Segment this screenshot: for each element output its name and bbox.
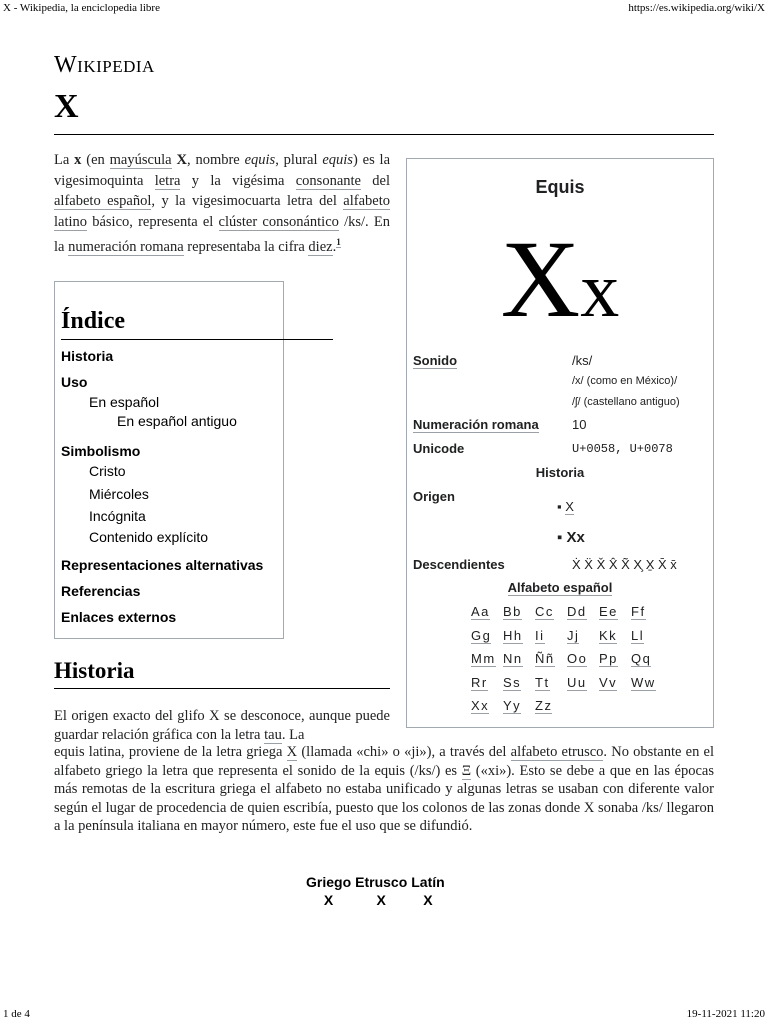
- toc-item-en-espanol[interactable]: En español: [89, 394, 160, 410]
- alfabeto-row: [471, 628, 663, 652]
- infobox-glyph: Xx: [500, 218, 620, 340]
- letters-comparison-table: [304, 873, 447, 909]
- toc-item-historia[interactable]: Historia: [61, 348, 114, 364]
- link-consonante[interactable]: consonante: [295, 172, 361, 189]
- print-url[interactable]: https://es.wikipedia.org/wiki/X: [628, 2, 765, 14]
- toc-item-simbolismo[interactable]: Simbolismo: [61, 443, 141, 459]
- letter-link[interactable]: Oo: [567, 651, 588, 666]
- link-mayuscula[interactable]: mayúscula: [109, 152, 172, 168]
- letter-link[interactable]: Pp: [599, 651, 618, 666]
- letter-link[interactable]: Aa: [471, 604, 490, 619]
- letter-link[interactable]: Yy: [503, 698, 522, 713]
- infobox-title: Equis: [535, 177, 585, 197]
- table-cell-griego: X: [323, 892, 334, 908]
- letter-link[interactable]: Qq: [631, 651, 652, 666]
- letter-link[interactable]: Xx: [471, 698, 490, 713]
- letter-link[interactable]: Nn: [503, 651, 523, 666]
- letter-link[interactable]: Cc: [535, 604, 554, 619]
- numeracion-label: Numeración romana: [413, 417, 539, 432]
- descendientes-label: Descendientes: [413, 557, 505, 572]
- toc-item-uso[interactable]: Uso: [61, 374, 88, 390]
- wikipedia-logo[interactable]: Wikipedia: [54, 52, 155, 78]
- print-page-title: X - Wikipedia, la enciclopedia libre: [3, 2, 160, 14]
- toc-title: Índice: [61, 308, 126, 334]
- link-diez[interactable]: diez: [308, 238, 333, 255]
- toc-item-cristo[interactable]: Cristo: [89, 463, 126, 479]
- descendientes-value[interactable]: Ẋ Ẍ X̌ X̂ X̃ X̧ X̱ X̄ x̄: [572, 557, 677, 572]
- sonido-value-1[interactable]: /ks/: [572, 353, 593, 368]
- letter-link[interactable]: Zz: [535, 698, 553, 713]
- toc-item-representaciones[interactable]: Representaciones alternativas: [61, 557, 264, 573]
- historia-paragraph-2: equis latina, proviene de la letra griega Χ (llamada «chi» o «ji»), a través del alfabeto etrusco. No obstante en el alfabeto griego la letra que representa el sonido de la equis (/ks/) es Ξ («xi»). Esto se debe a que en las épocas más remotas de la escritura griega el alfabeto no estaba unificado y algunas letras se usaban con diferente valor según el lugar de procedencia de quien escribía, puesto que los colonos de las zonas donde X sonaba /ks/ llegaron a la península italiana en mayor número, este fue el uso que se difundió.: [54, 744, 715, 834]
- origen-value-2: ▪ Xx: [557, 529, 585, 546]
- letter-link[interactable]: Bb: [503, 604, 522, 619]
- link-letra[interactable]: letra: [154, 172, 181, 189]
- table-cell-latin: X: [423, 892, 433, 908]
- title-divider: [54, 134, 714, 135]
- toc-item-en-espanol-antiguo[interactable]: En español antiguo: [117, 413, 237, 429]
- link-tau[interactable]: tau: [264, 726, 282, 743]
- toc-item-enlaces-externos[interactable]: Enlaces externos: [61, 609, 177, 625]
- infobox: [406, 158, 714, 728]
- letter-link[interactable]: Vv: [599, 674, 618, 690]
- letter-link[interactable]: Tt: [535, 674, 550, 690]
- section-divider: [54, 688, 390, 689]
- letter-link[interactable]: Ss: [503, 674, 522, 690]
- sonido-label: Sonido: [413, 353, 458, 368]
- letter-link[interactable]: Mm: [471, 651, 496, 666]
- toc-item-contenido-explicito[interactable]: Contenido explícito: [89, 529, 209, 545]
- link-alfabeto-latino[interactable]: alfabeto latino: [54, 193, 390, 230]
- alfabeto-row: [471, 604, 663, 628]
- letter-link[interactable]: Ññ: [535, 651, 555, 666]
- alfabeto-row: [471, 698, 663, 722]
- link-numeracion-romana[interactable]: numeración romana: [68, 238, 184, 255]
- historia-paragraph-1: El origen exacto del glifo X se desconoce, aunque puede guardar relación gráfica con la letra tau. La: [54, 708, 390, 743]
- unicode-value: U+0058, U+0078: [572, 442, 673, 456]
- origen-value-1[interactable]: ▪ Χ: [557, 499, 574, 514]
- letter-link[interactable]: Dd: [567, 604, 587, 619]
- page-number: 1 de 4: [3, 1008, 30, 1020]
- historia-heading: Historia: [535, 465, 585, 480]
- toc-item-miercoles[interactable]: Miércoles: [89, 486, 149, 502]
- letter-link[interactable]: Ii: [535, 627, 545, 643]
- link-cluster[interactable]: clúster consonántico: [218, 213, 339, 230]
- print-timestamp: 19-11-2021 11:20: [686, 1008, 765, 1020]
- letter-link[interactable]: Jj: [567, 627, 580, 643]
- letter-link[interactable]: Hh: [503, 627, 523, 643]
- letter-link[interactable]: Gg: [471, 627, 492, 643]
- alfabeto-grid: [471, 604, 663, 722]
- page-title: X: [54, 88, 79, 125]
- unicode-label: Unicode: [413, 441, 465, 456]
- letter-link[interactable]: Ff: [631, 604, 646, 619]
- letter-link[interactable]: Kk: [599, 627, 618, 643]
- link-alfabeto-espanol[interactable]: alfabeto español: [54, 193, 152, 209]
- letter-link[interactable]: Uu: [567, 674, 587, 690]
- table-header-griego: Griego: [306, 874, 352, 890]
- sonido-value-3[interactable]: /ʃ/ (castellano antiguo): [572, 396, 680, 408]
- table-header-latin: Latín: [411, 874, 445, 890]
- toc-item-incognita[interactable]: Incógnita: [89, 508, 146, 524]
- sonido-value-2[interactable]: /x/ (como en México)/: [572, 375, 678, 387]
- toc-divider: [61, 339, 333, 340]
- alfabeto-row: [471, 651, 663, 675]
- link-chi[interactable]: Χ: [286, 744, 298, 760]
- letter-link[interactable]: Ll: [631, 627, 645, 643]
- origen-label: Origen: [413, 489, 455, 504]
- section-title-historia: Historia: [54, 658, 135, 683]
- link-alfabeto-etrusco[interactable]: alfabeto etrusco: [510, 744, 604, 760]
- letter-link[interactable]: Rr: [471, 674, 488, 690]
- link-xi[interactable]: Ξ: [461, 762, 472, 779]
- alfabeto-row: [471, 675, 663, 699]
- table-header-etrusco: Etrusco: [355, 874, 408, 890]
- toc-item-referencias[interactable]: Referencias: [61, 583, 141, 599]
- table-cell-etrusco: X: [376, 892, 386, 908]
- numeracion-value: 10: [572, 417, 587, 432]
- intro-paragraph: La x (en mayúscula X, nombre equis, plural equis) es la vigesimoquinta letra y la vigésima consonante del alfabeto español, y la vigesimocuarta letra del alfabeto latino básico, representa el clúster consonántico /ks/. En la numeración romana representaba la cifra diez.$^1$: [54, 152, 391, 255]
- alfabeto-heading[interactable]: Alfabeto español: [507, 580, 613, 595]
- reference-1[interactable]: 1: [336, 237, 341, 247]
- table-of-contents: [54, 281, 284, 639]
- letter-link[interactable]: Ww: [631, 674, 656, 690]
- letter-link[interactable]: Ee: [599, 604, 618, 619]
